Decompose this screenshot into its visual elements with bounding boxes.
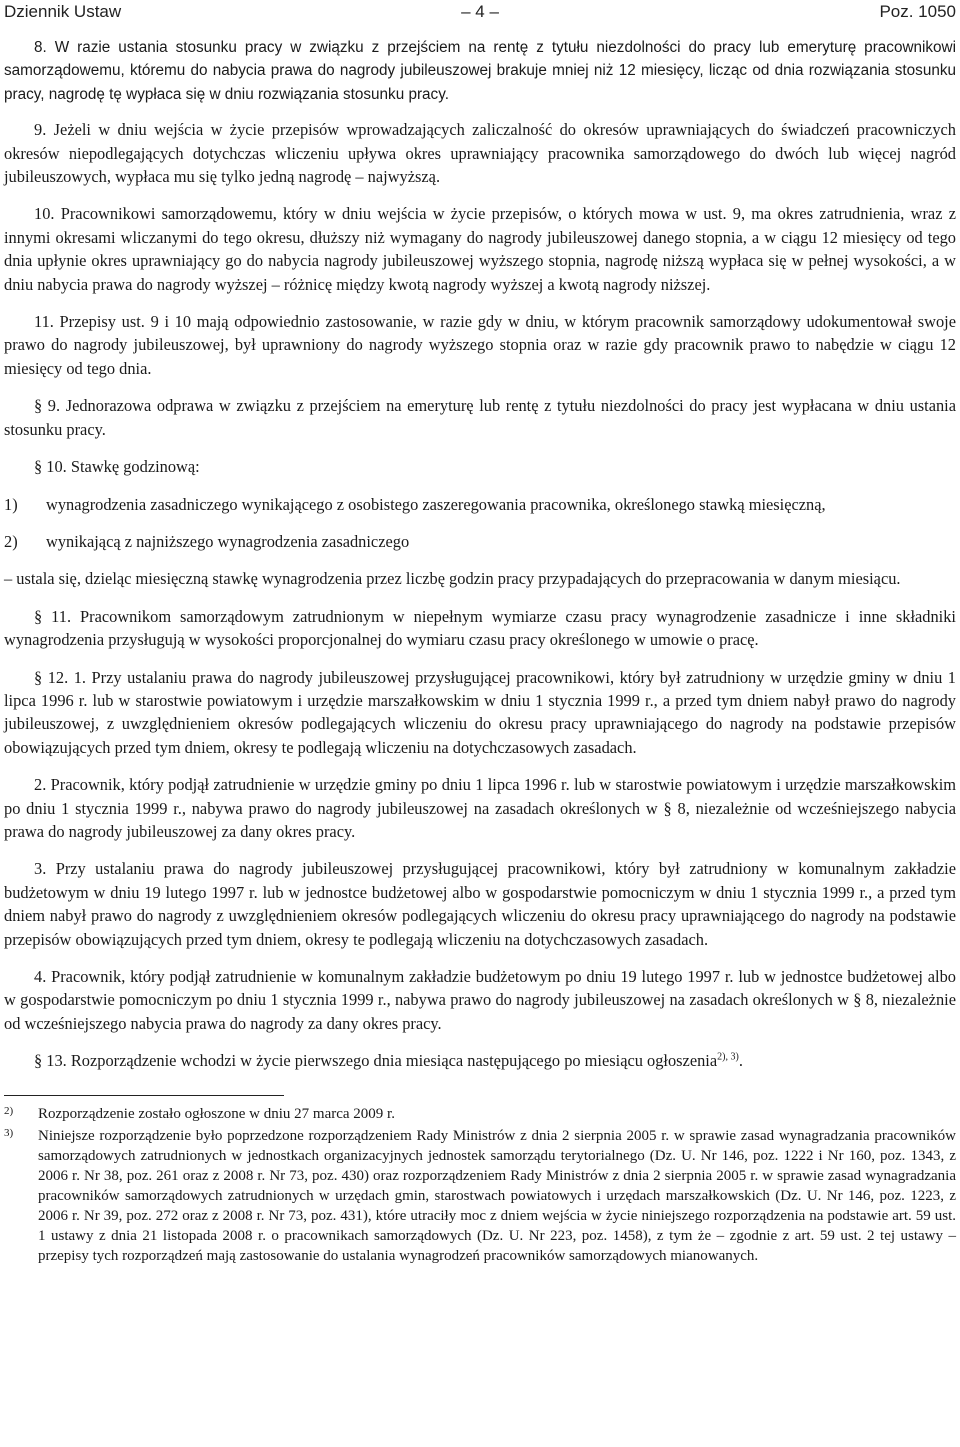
footnote-mark: 3) (4, 1126, 14, 1139)
footnote (4, 1126, 956, 1266)
list-item-number: 2) (4, 531, 18, 551)
section-13 (4, 1049, 956, 1072)
section-13-text: § 13. Rozporządzenie wchodzi w życie pierwszego dnia miesiąca następującego po miesiącu ogłoszenia (34, 1051, 718, 1071)
footnotes (4, 1104, 956, 1266)
section-10-intro: § 10. Stawkę godzinową: (34, 457, 200, 477)
document-body (4, 36, 956, 1073)
footnote-mark: 2) (4, 1104, 14, 1117)
journal-title: Dziennik Ustaw (4, 2, 122, 21)
footnote (4, 1104, 956, 1124)
section-10-conclusion: – ustala się, dzieląc miesięczną stawkę wynagrodzenia przez liczbę godzin pracy przypadających do przepracowania w danym miesiącu. (4, 569, 901, 589)
list-item-text: wynagrodzenia zasadniczego wynikającego z osobistego zaszeregowania pracownika, określonego stawką miesięczną, (46, 494, 826, 514)
footnote-references[interactable]: 2), 3) (717, 1051, 739, 1063)
list-item (4, 493, 956, 516)
section-12-2: 2. Pracownik, który podjął zatrudnienie w urzędzie gminy po dniu 1 lipca 1996 r. lub w starostwie powiatowym i urzędzie marszałkowskim po dniu 1 stycznia 1999 r., nabywa prawo do nagrody jubileuszowej na zasadach określonych w § 8, niezależnie od wcześniejszego nabycia prawa do nagrody jubileuszowej za dany okres pracy. (4, 775, 956, 841)
section-12-3: 3. Przy ustalaniu prawa do nagrody jubileuszowej przysługującej pracownikowi, który był zatrudniony w komunalnym zakładzie budżetowym w dniu 19 lutego 1997 r. lub w jednostce budżetowej albo w gospodarstwie pomocniczym w dniu 1 stycznia 1999 r., a przed tym dniem nabył prawo do nagrody z uwzględnieniem okresów podlegających wliczeniu do okresu pracy uprawniającego do nagrody na podstawie przepisów obowiązujących przed tym dniem, okresy te podlegają wliczeniu na dotychczasowych zasadach. (4, 859, 956, 949)
list-item-number: 1) (4, 494, 18, 514)
section-12-4: 4. Pracownik, który podjął zatrudnienie w komunalnym zakładzie budżetowym po dniu 19 lutego 1997 r. lub w jednostce budżetowej albo w gospodarstwie pomocniczym po dniu 1 stycznia 1999 r., nabywa prawo do nagrody jubileuszowej na zasadach określonych w § 8, niezależnie od wcześniejszego nabycia prawa do nagrody za dany okres pracy. (4, 967, 956, 1033)
list-item (4, 530, 956, 553)
section-12-1: § 12. 1. Przy ustalaniu prawa do nagrody jubileuszowej przysługującej pracownikowi, który był zatrudniony w urzędzie gminy w dniu 1 lipca 1996 r. lub w starostwie powiatowym i urzędzie marszałkowskim w dniu 1 stycznia 1999 r., a przed tym dniem nabył prawo do nagrody jubileuszowej, z uwzględnieniem okresów podlegających wliczeniu do okresu pracy uprawniającego do nagrody na podstawie przepisów obowiązujących przed tym dniem, okresy te podlegają wliczeniu na dotychczasowych zasadach. (4, 667, 956, 757)
section-11: § 11. Pracownikom samorządowym zatrudnionym w niepełnym wymiarze czasu pracy wynagrodzenie zasadnicze i inne składniki wynagrodzenia przysługują w wysokości proporcjonalnej do wymiaru czasu pracy określonego w umowie o pracę. (4, 606, 956, 650)
paragraph-11: 11. Przepisy ust. 9 i 10 mają odpowiednio zastosowanie, w razie gdy w dniu, w którym pracownik samorządowy udokumentował swoje prawo do nagrody jubileuszowej, był uprawniony do nagrody wyższego stopnia oraz w razie gdy pracownik prawo to nabędzie w ciągu 12 miesięcy od tego dnia. (4, 312, 956, 378)
paragraph-8: 8. W razie ustania stosunku pracy w związku z przejściem na rentę z tytułu niezdolności do pracy lub emeryturę pracownikowi samorządowemu, któremu do nabycia prawa do nagrody jubileuszowej brakuje mniej niż 12 miesięcy, licząc od dnia rozwiązania stosunku pracy, nagrodę tę wypłaca się w dniu rozwiązania stosunku pracy. (4, 39, 956, 103)
page-number: – 4 – (461, 2, 499, 21)
list-item-text: wynikającą z najniższego wynagrodzenia zasadniczego (46, 531, 410, 551)
footnote-separator (4, 1095, 284, 1096)
footnote-text: Rozporządzenie zostało ogłoszone w dniu 27 marca 2009 r. (38, 1105, 395, 1122)
paragraph-9: 9. Jeżeli w dniu wejścia w życie przepisów wprowadzających zaliczalność do okresów uprawniających do świadczeń pracowniczych okresów niepodlegających dotychczas wliczeniu upływa okres uprawniający pracownika samorządowego do dwóch lub więcej nagród jubileuszowych, wypłaca mu się tylko jedną nagrodę – najwyższą. (4, 120, 956, 187)
page-header (4, 0, 956, 32)
item-number: Poz. 1050 (879, 2, 956, 21)
section-13-end: . (738, 1051, 743, 1071)
section-9: § 9. Jednorazowa odprawa w związku z przejściem na emeryturę lub rentę z tytułu niezdolności do pracy jest wypłacana w dniu ustania stosunku pracy. (4, 396, 956, 439)
footnote-text: Niniejsze rozporządzenie było poprzedzone rozporządzeniem Rady Ministrów z dnia 2 sierpnia 2005 r. w sprawie zasad wynagradzania pracowników samorządowych zatrudnionych w jednostkach organizacyjnych jednostek samorządu terytorialnego (Dz. U. Nr 146, poz. 1222 i Nr 160, poz. 1343, z 2006 r. Nr 38, poz. 261 oraz z 2008 r. Nr 73, poz. 430) oraz rozporządzeniem Rady Ministrów z dnia 2 sierpnia 2005 r. w sprawie zasad wynagradzania pracowników samorządowych zatrudnionych w urzędach gmin, starostwach powiatowych i urzędach marszałkowskich (Dz. U. Nr 146, poz. 1223, z 2006 r. Nr 39, poz. 272 oraz z 2008 r. Nr 73, poz. 431), które utraciły moc z dniem wejścia w życie niniejszego rozporządzenia na podstawie art. 59 ust. 1 ustawy z dnia 21 listopada 2008 r. o pracownikach samorządowych (Dz. U. Nr 223, poz. 1458), z tym że – zgodnie z art. 59 ust. 2 tej ustawy – przepisy tych rozporządzeń mają zastosowanie do ustalania wynagrodzeń pracowników samorządowych mianowanych. (38, 1127, 956, 1264)
paragraph-10: 10. Pracownikowi samorządowemu, który w dniu wejścia w życie przepisów, o których mowa w ust. 9, ma okres zatrudnienia, wraz z innymi okresami wliczanymi do tego okresu, dłuższy niż wymagany do nagrody jubileuszowej danego stopnia, a w ciągu 12 miesięcy od tego dnia upłynie okres uprawniający go do nabycia nagrody jubileuszowej wyższego stopnia, nagrodę niższą wypłaca się w pełnej wysokości, a w dniu nabycia prawa do nagrody wyższej – różnicę między kwotą nagrody wyższej a kwotą nagrody niższej. (4, 204, 956, 294)
